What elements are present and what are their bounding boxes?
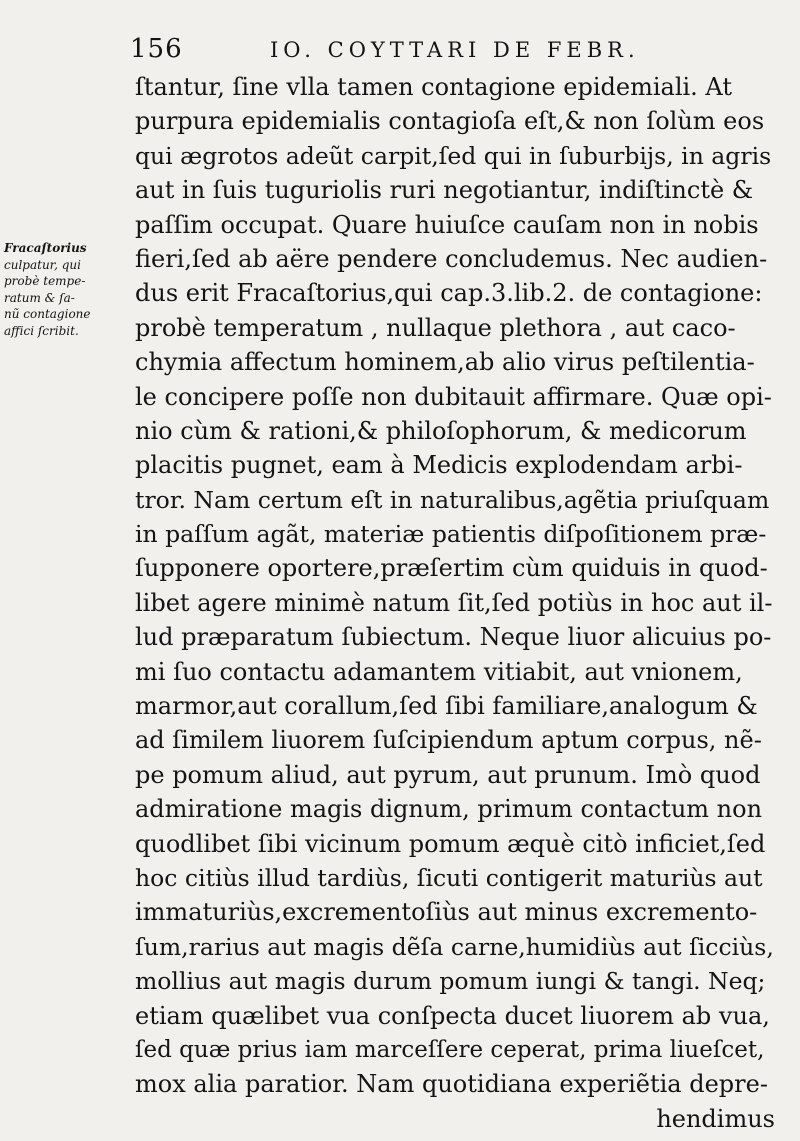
text-line: ſtantur, ſine vlla tamen contagione epidemiali. At: [135, 73, 732, 101]
text-line: probè temperatum , nullaque plethora , aut caco-: [135, 313, 736, 342]
text-line: le concipere poſſe non dubitauit affirmare. Quæ opi-: [135, 382, 772, 411]
marginal-note-line: nũ contagione: [4, 307, 91, 322]
text-line: fieri,ſed ab aëre pendere concludemus. Nec audien-: [135, 244, 768, 273]
text-line: chymia affectum hominem,ab alio virus peſtilentia-: [135, 348, 755, 377]
text-line: immaturiùs,excrementoſiùs aut minus excremento-: [135, 898, 758, 927]
text-line: aut in ſuis tuguriolis ruri negotiantur, indiſtinctè &: [135, 176, 754, 205]
text-line: purpura epidemialis contagioſa eſt,& non ſolùm eos: [135, 107, 765, 136]
text-line: hoc citiùs illud tardiùs, ſicuti contigerit maturiùs aut: [135, 863, 763, 892]
text-line: ad ſimilem liuorem ſuſcipiendum aptum corpus, nẽ-: [135, 726, 762, 755]
running-head: IO. COYTTARI DE FEBR.: [270, 38, 640, 62]
marginal-note-line: culpatur, qui: [4, 257, 81, 272]
text-line: mox alia paratior. Nam quotidiana experiẽtia depre-: [135, 1070, 768, 1099]
marginal-note-line: Fracaſtorius: [4, 241, 87, 255]
text-line: in paſſum agãt, materiæ patientis diſpoſitionem præ-: [135, 520, 767, 549]
text-line: ſupponere oportere,præſertim cùm quiduis in quod-: [135, 554, 768, 583]
page-header: [0, 30, 800, 66]
marginal-note-line: affici ſcribit.: [4, 323, 79, 338]
text-line: quodlibet ſibi vicinum pomum æquè citò inficiet,ſed: [135, 829, 766, 858]
text-line: paſſim occupat. Quare huiuſce cauſam non in nobis: [135, 210, 759, 239]
text-line: libet agere minimè natum ſit,ſed potiùs in hoc aut il-: [135, 588, 773, 617]
text-line: ſed quæ prius iam marceſſere ceperat, prima liueſcet,: [135, 1036, 765, 1063]
text-line: etiam quælibet vua conſpecta ducet liuorem ab vua,: [135, 1001, 770, 1030]
text-line: tror. Nam certum eſt in naturalibus,agẽtia priuſquam: [135, 485, 770, 514]
text-line-catchword: hendimus: [656, 1104, 775, 1133]
text-line: mollius aut magis durum pomum iungi & tangi. Neq;: [135, 967, 766, 996]
text-line: mi ſuo contactu adamantem vitiabit, aut vnionem,: [135, 657, 743, 686]
text-line: dus erit Fracaſtorius,qui cap.3.lib.2. de contagione:: [135, 279, 763, 308]
text-line: marmor,aut corallum,ſed ſibi familiare,analogum &: [135, 692, 758, 721]
marginal-note-line: probè tempe-: [4, 274, 86, 289]
text-line: qui ægrotos adeũt carpit,ſed qui in ſuburbijs, in agris: [135, 141, 772, 170]
text-line: lud præparatum ſubiectum. Neque liuor alicuius po-: [135, 623, 772, 652]
text-line: placitis pugnet, eam à Medicis explodendam arbi-: [135, 451, 743, 480]
main-text-block: [135, 70, 775, 1136]
page-number: 156: [130, 34, 183, 64]
marginal-note-line: ratum & ſa-: [4, 290, 75, 305]
text-line: admiratione magis dignum, primum contactum non: [135, 795, 763, 824]
text-line: nio cùm & rationi,& philoſophorum, & medicorum: [135, 416, 747, 445]
text-line: pe pomum aliud, aut pyrum, aut prunum. Imò quod: [135, 760, 761, 789]
text-line: ſum,rarius aut magis dẽſa carne,humidiùs aut ſicciùs,: [135, 932, 774, 961]
marginal-note: [4, 240, 134, 340]
